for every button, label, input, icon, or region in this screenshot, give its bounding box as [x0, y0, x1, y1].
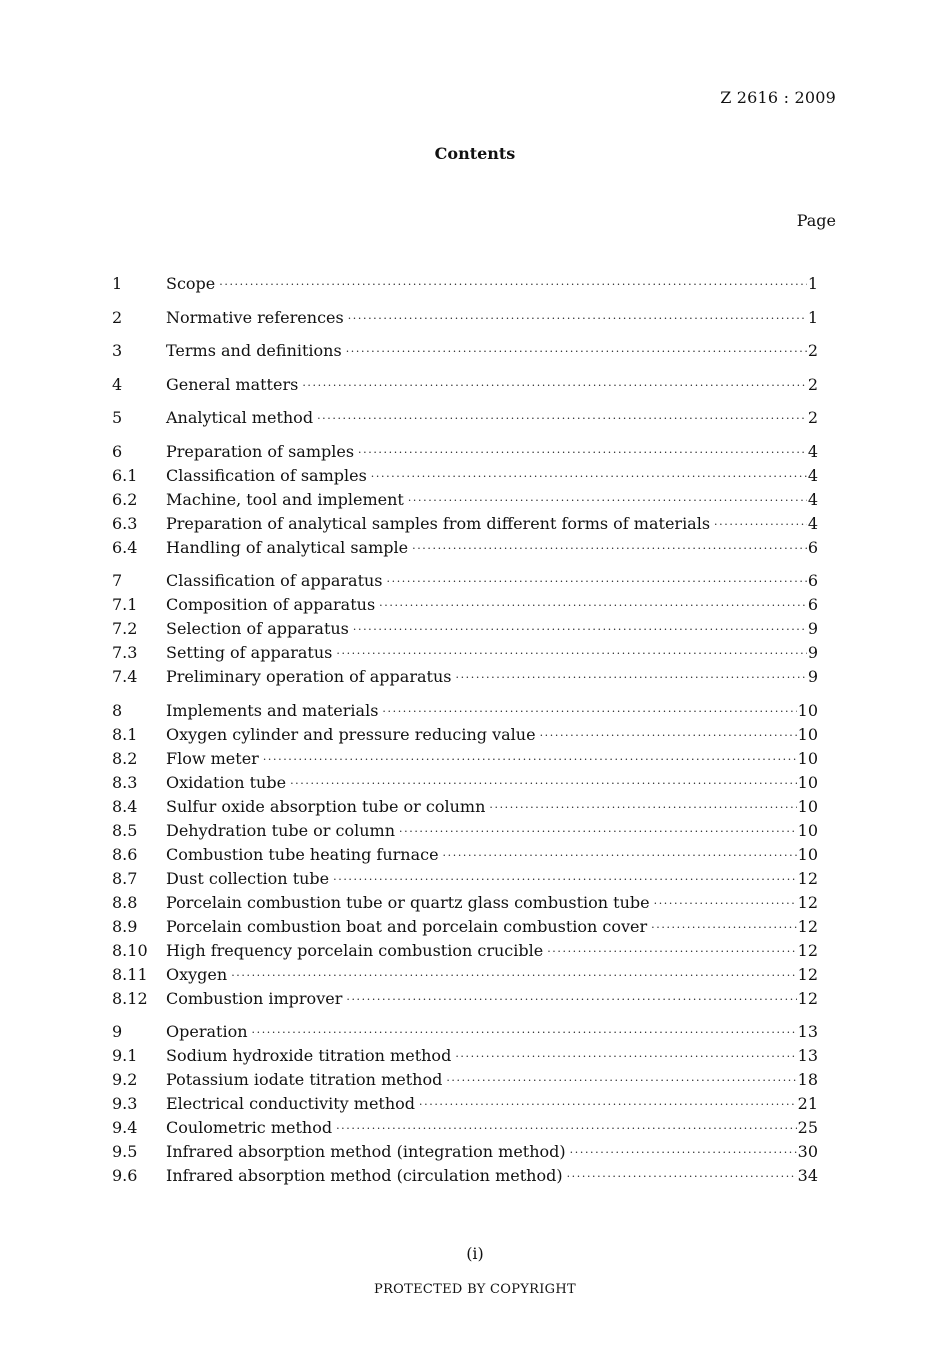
toc-entry[interactable] — [112, 593, 818, 617]
toc-entry-title: General matters — [166, 374, 299, 394]
toc-entry-page: 12 — [797, 988, 818, 1008]
dot-leader — [252, 1021, 797, 1045]
toc-entry-page: 10 — [797, 796, 818, 816]
toc-entry-title: High frequency porcelain combustion crucible — [166, 940, 544, 960]
dot-leader — [399, 820, 797, 844]
toc-entry[interactable] — [112, 665, 818, 689]
toc-entry-page: 25 — [797, 1118, 818, 1137]
toc-entry[interactable] — [112, 272, 818, 296]
toc-entry[interactable] — [112, 569, 818, 593]
toc-entry-page: 4 — [807, 489, 818, 509]
dot-leader — [387, 570, 807, 594]
toc-entry-title: Analytical method — [166, 408, 314, 427]
toc-entry-page: 12 — [797, 964, 818, 984]
toc-entry-number: 8.2 — [112, 748, 138, 768]
toc-entry-number: 9 — [112, 1022, 123, 1041]
toc-entry-page: 30 — [797, 1142, 818, 1161]
toc-entry-title: Oxygen — [166, 964, 228, 984]
toc-entry-title: Selection of apparatus — [166, 619, 349, 638]
toc-entry[interactable] — [112, 373, 818, 397]
toc-entry[interactable] — [112, 306, 818, 330]
toc-entry[interactable] — [112, 963, 818, 987]
toc-entry-number: 7.1 — [112, 595, 138, 614]
toc-entry[interactable] — [112, 1140, 818, 1164]
toc-entry-page: 6 — [807, 537, 818, 557]
toc-entry[interactable] — [112, 339, 818, 363]
toc-entry-title: Handling of analytical sample — [166, 537, 409, 557]
toc-entry[interactable] — [112, 987, 818, 1011]
dot-leader — [489, 796, 796, 820]
toc-entry-number: 8.3 — [112, 772, 138, 792]
toc-entry-page: 4 — [807, 465, 818, 485]
toc-entry[interactable] — [112, 915, 818, 939]
toc-entry[interactable] — [112, 891, 818, 915]
toc-entry-number: 8.12 — [112, 988, 148, 1008]
dot-leader — [654, 892, 797, 916]
toc-entry[interactable] — [112, 1116, 818, 1140]
toc-entry-page: 9 — [807, 643, 818, 662]
toc-entry-title: Oxidation tube — [166, 772, 287, 792]
toc-entry-number: 9.6 — [112, 1166, 138, 1185]
toc-entry-title: Combustion tube heating furnace — [166, 844, 439, 864]
toc-entry-title: Preparation of analytical samples from different forms of materials — [166, 513, 711, 533]
toc-entry-page: 4 — [807, 441, 818, 461]
document-code: Z 2616 : 2009 — [720, 88, 836, 107]
toc-entry-title: Oxygen cylinder and pressure reducing value — [166, 724, 536, 744]
toc-entry-title: Classification of apparatus — [166, 571, 383, 590]
toc-entry-number: 6.3 — [112, 513, 138, 533]
dot-leader — [353, 618, 807, 642]
dot-leader — [336, 1117, 797, 1141]
toc-entry-title: Flow meter — [166, 748, 259, 768]
toc-entry-number: 8.10 — [112, 940, 148, 960]
toc-entry-number: 9.5 — [112, 1142, 138, 1161]
toc-entry-number: 8.4 — [112, 796, 138, 816]
toc-entry-number: 1 — [112, 274, 123, 293]
dot-leader — [547, 940, 796, 964]
toc-entry-title: Electrical conductivity method — [166, 1094, 416, 1113]
toc-entry-page: 13 — [797, 1046, 818, 1065]
toc-entry[interactable] — [112, 617, 818, 641]
toc-entry-page: 12 — [797, 916, 818, 936]
toc-entry[interactable] — [112, 1068, 818, 1092]
toc-entry-title: Dust collection tube — [166, 868, 330, 888]
toc-entry-number: 4 — [112, 374, 123, 394]
dot-leader — [540, 724, 797, 748]
toc-entry-page: 21 — [797, 1094, 818, 1113]
toc-entry[interactable] — [112, 699, 818, 723]
toc-entry[interactable] — [112, 939, 818, 963]
dot-leader — [455, 666, 806, 690]
dot-leader — [371, 465, 807, 489]
toc-entry-number: 3 — [112, 341, 123, 360]
toc-entry-number: 6.4 — [112, 537, 138, 557]
dot-leader — [346, 988, 796, 1012]
toc-entry-page: 6 — [807, 595, 818, 614]
toc-entry[interactable] — [112, 1044, 818, 1068]
toc-entry-number: 8.9 — [112, 916, 138, 936]
toc-entry[interactable] — [112, 771, 818, 795]
dot-leader — [346, 340, 807, 364]
toc-entry[interactable] — [112, 843, 818, 867]
toc-entry-page: 4 — [807, 513, 818, 533]
toc-entry-number: 7.4 — [112, 667, 138, 686]
dot-leader — [263, 748, 797, 772]
dot-leader — [446, 1069, 796, 1093]
toc-entry-title: Preparation of samples — [166, 441, 355, 461]
dot-leader — [290, 772, 797, 796]
dot-leader — [219, 273, 807, 297]
toc-entry[interactable] — [112, 819, 818, 843]
dot-leader — [714, 513, 807, 537]
toc-entry-page: 13 — [797, 1022, 818, 1041]
toc-entry[interactable] — [112, 723, 818, 747]
toc-entry-title: Scope — [166, 274, 216, 293]
dot-leader — [382, 700, 796, 724]
toc-entry-title: Preliminary operation of apparatus — [166, 667, 452, 686]
dot-leader — [358, 441, 807, 465]
toc-entry[interactable] — [112, 641, 818, 665]
dot-leader — [567, 1165, 797, 1189]
toc-entry-page: 2 — [807, 408, 818, 427]
dot-leader — [231, 964, 796, 988]
toc-entry[interactable] — [112, 1092, 818, 1116]
toc-entry-number: 7 — [112, 571, 123, 590]
toc-entry-page: 12 — [797, 940, 818, 960]
toc-entry-title: Potassium iodate titration method — [166, 1070, 443, 1089]
toc-entry-number: 8.6 — [112, 844, 138, 864]
toc-entry-title: Dehydration tube or column — [166, 820, 396, 840]
dot-leader — [443, 844, 797, 868]
dot-leader — [408, 489, 807, 513]
toc-entry-page: 2 — [807, 374, 818, 394]
dot-leader — [419, 1093, 797, 1117]
dot-leader — [651, 916, 796, 940]
toc-entry-page: 10 — [797, 748, 818, 768]
toc-entry-title: Combustion improver — [166, 988, 343, 1008]
toc-entry-page: 10 — [797, 724, 818, 744]
toc-entry-page: 10 — [797, 772, 818, 792]
toc-entry-title: Normative references — [166, 307, 344, 327]
page-column-heading: Page — [796, 211, 836, 230]
toc-entry[interactable] — [112, 512, 818, 536]
dot-leader — [348, 307, 807, 331]
toc-entry-title: Terms and definitions — [166, 341, 342, 360]
toc-entry-title: Sulfur oxide absorption tube or column — [166, 796, 486, 816]
page-title: Contents — [434, 144, 516, 163]
toc-entry-title: Infrared absorption method (circulation method) — [166, 1166, 563, 1185]
toc-entry-number: 6.1 — [112, 465, 138, 485]
toc-entry-title: Composition of apparatus — [166, 595, 376, 614]
toc-entry[interactable] — [112, 464, 818, 488]
dot-leader — [455, 1045, 796, 1069]
toc-entry[interactable] — [112, 536, 818, 560]
toc-entry-number: 8.8 — [112, 892, 138, 912]
dot-leader — [570, 1141, 797, 1165]
dot-leader — [302, 374, 807, 398]
toc-entry[interactable] — [112, 747, 818, 771]
toc-entry-number: 8.11 — [112, 964, 148, 984]
dot-leader — [412, 537, 807, 561]
toc-entry-number: 2 — [112, 307, 123, 327]
toc-entry[interactable] — [112, 440, 818, 464]
toc-entry-title: Coulometric method — [166, 1118, 333, 1137]
dot-leader — [317, 407, 807, 431]
toc-entry-number: 9.2 — [112, 1070, 138, 1089]
toc-entry-page: 18 — [797, 1070, 818, 1089]
toc-entry-page: 2 — [807, 341, 818, 360]
toc-entry-page: 34 — [797, 1166, 818, 1185]
toc-entry[interactable] — [112, 867, 818, 891]
toc-entry-page: 10 — [797, 820, 818, 840]
toc-entry-number: 5 — [112, 408, 123, 427]
dot-leader — [333, 868, 797, 892]
toc-entry[interactable] — [112, 1164, 818, 1188]
toc-entry-title: Sodium hydroxide titration method — [166, 1046, 452, 1065]
toc-entry-title: Porcelain combustion tube or quartz glass combustion tube — [166, 892, 650, 912]
toc-entry-number: 9.4 — [112, 1118, 138, 1137]
toc-entry-title: Infrared absorption method (integration method) — [166, 1142, 566, 1161]
toc-entry-page: 1 — [807, 307, 818, 327]
toc-entry-title: Porcelain combustion boat and porcelain combustion cover — [166, 916, 648, 936]
toc-entry-page: 9 — [807, 619, 818, 638]
toc-entry-title: Setting of apparatus — [166, 643, 333, 662]
table-of-contents — [112, 272, 818, 1188]
toc-entry-title: Implements and materials — [166, 700, 379, 720]
toc-entry-number: 7.3 — [112, 643, 138, 662]
footer-page-number: (i) — [466, 1244, 484, 1263]
toc-entry-number: 7.2 — [112, 619, 138, 638]
toc-entry-number: 8.5 — [112, 820, 138, 840]
dot-leader — [379, 594, 807, 618]
toc-entry-number: 6 — [112, 441, 123, 461]
toc-entry-title: Classification of samples — [166, 465, 367, 485]
toc-entry[interactable] — [112, 1020, 818, 1044]
toc-entry-number: 8.7 — [112, 868, 138, 888]
toc-entry-page: 10 — [797, 700, 818, 720]
toc-entry-number: 9.3 — [112, 1094, 138, 1113]
toc-entry-number: 8.1 — [112, 724, 138, 744]
toc-entry-title: Machine, tool and implement — [166, 489, 404, 509]
toc-entry-page: 12 — [797, 868, 818, 888]
toc-entry-page: 10 — [797, 844, 818, 864]
toc-entry-title: Operation — [166, 1022, 248, 1041]
toc-entry-page: 1 — [807, 274, 818, 293]
toc-entry-page: 12 — [797, 892, 818, 912]
toc-entry-number: 8 — [112, 700, 123, 720]
toc-entry[interactable] — [112, 488, 818, 512]
dot-leader — [336, 642, 806, 666]
toc-entry-page: 9 — [807, 667, 818, 686]
toc-entry[interactable] — [112, 406, 818, 430]
copyright-notice: PROTECTED BY COPYRIGHT — [374, 1282, 576, 1297]
toc-entry-number: 9.1 — [112, 1046, 138, 1065]
toc-entry-page: 6 — [807, 571, 818, 590]
toc-entry[interactable] — [112, 795, 818, 819]
toc-entry-number: 6.2 — [112, 489, 138, 509]
